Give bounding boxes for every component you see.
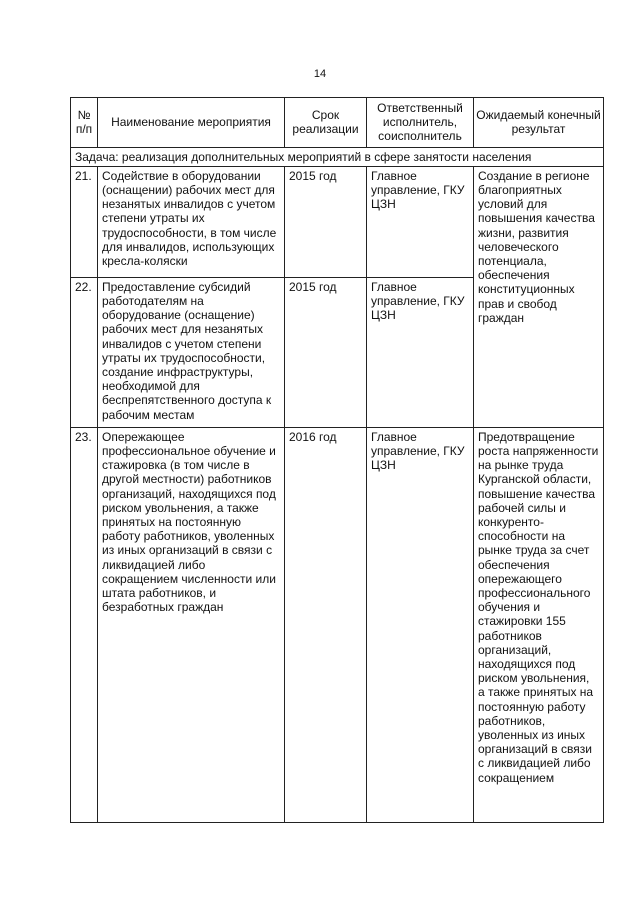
shared-result: Создание в регионе благоприятных условий для повышения качества жизни, развития человеческого потенциала, обеспечения конституционных прав и свобод граждан (474, 166, 604, 427)
row-deadline: 2015 год (285, 277, 367, 427)
task-row (71, 147, 604, 166)
header-num: № п/п (71, 98, 98, 148)
row-num: 21. (71, 166, 98, 277)
table-header-row (71, 98, 604, 148)
page-number: 14 (313, 68, 327, 80)
table-row (71, 166, 604, 277)
header-deadline: Срок реализации (285, 98, 367, 148)
header-name: Наименование мероприятия (98, 98, 285, 148)
row-deadline: 2015 год (285, 166, 367, 277)
row-deadline: 2016 год (285, 427, 367, 822)
row-name: Предоставление субсидий работодателям на оборудование (оснащение) рабочих мест для незанятых инвалидов с учетом степени утраты их трудоспособности, создание инфраструктуры, необходимой для беспрепятственного доступа к рабочим местам (98, 277, 285, 427)
row-num: 22. (71, 277, 98, 427)
row-executor: Главное управление, ГКУ ЦЗН (367, 427, 474, 822)
table-row (71, 427, 604, 822)
header-executor: Ответственный исполнитель, соисполнитель (367, 98, 474, 148)
header-result: Ожидаемый конечный результат (474, 98, 604, 148)
row-executor: Главное управление, ГКУ ЦЗН (367, 166, 474, 277)
row-result: Предотвращение роста напряженности на рынке труда Курганской области, повышение качества рабочей силы и конкуренто-способности на рынке труда за счет обеспечения опережающего профессионального обучения и стажировки 155 работников организаций, находящихся под риском увольнения, а также принятых на постоянную работу работников, уволенных из иных организаций в связи с ликвидацией либо сокращением (474, 427, 604, 822)
task-text: Задача: реализация дополнительных мероприятий в сфере занятости населения (71, 147, 604, 166)
row-name: Опережающее профессиональное обучение и стажировка (в том числе в другой местности) работников организаций, находящихся под риском увольнения, а также принятых на постоянную работу работников, уволенных из иных организаций в связи с ликвидацией либо сокращением численности или штата работников, и безработных граждан (98, 427, 285, 822)
measures-table (70, 97, 604, 823)
row-num: 23. (71, 427, 98, 822)
row-executor: Главное управление, ГКУ ЦЗН (367, 277, 474, 427)
row-name: Содействие в оборудовании (оснащении) рабочих мест для незанятых инвалидов с учетом степени утраты их трудоспособности, в том числе для инвалидов, использующих кресла-коляски (98, 166, 285, 277)
